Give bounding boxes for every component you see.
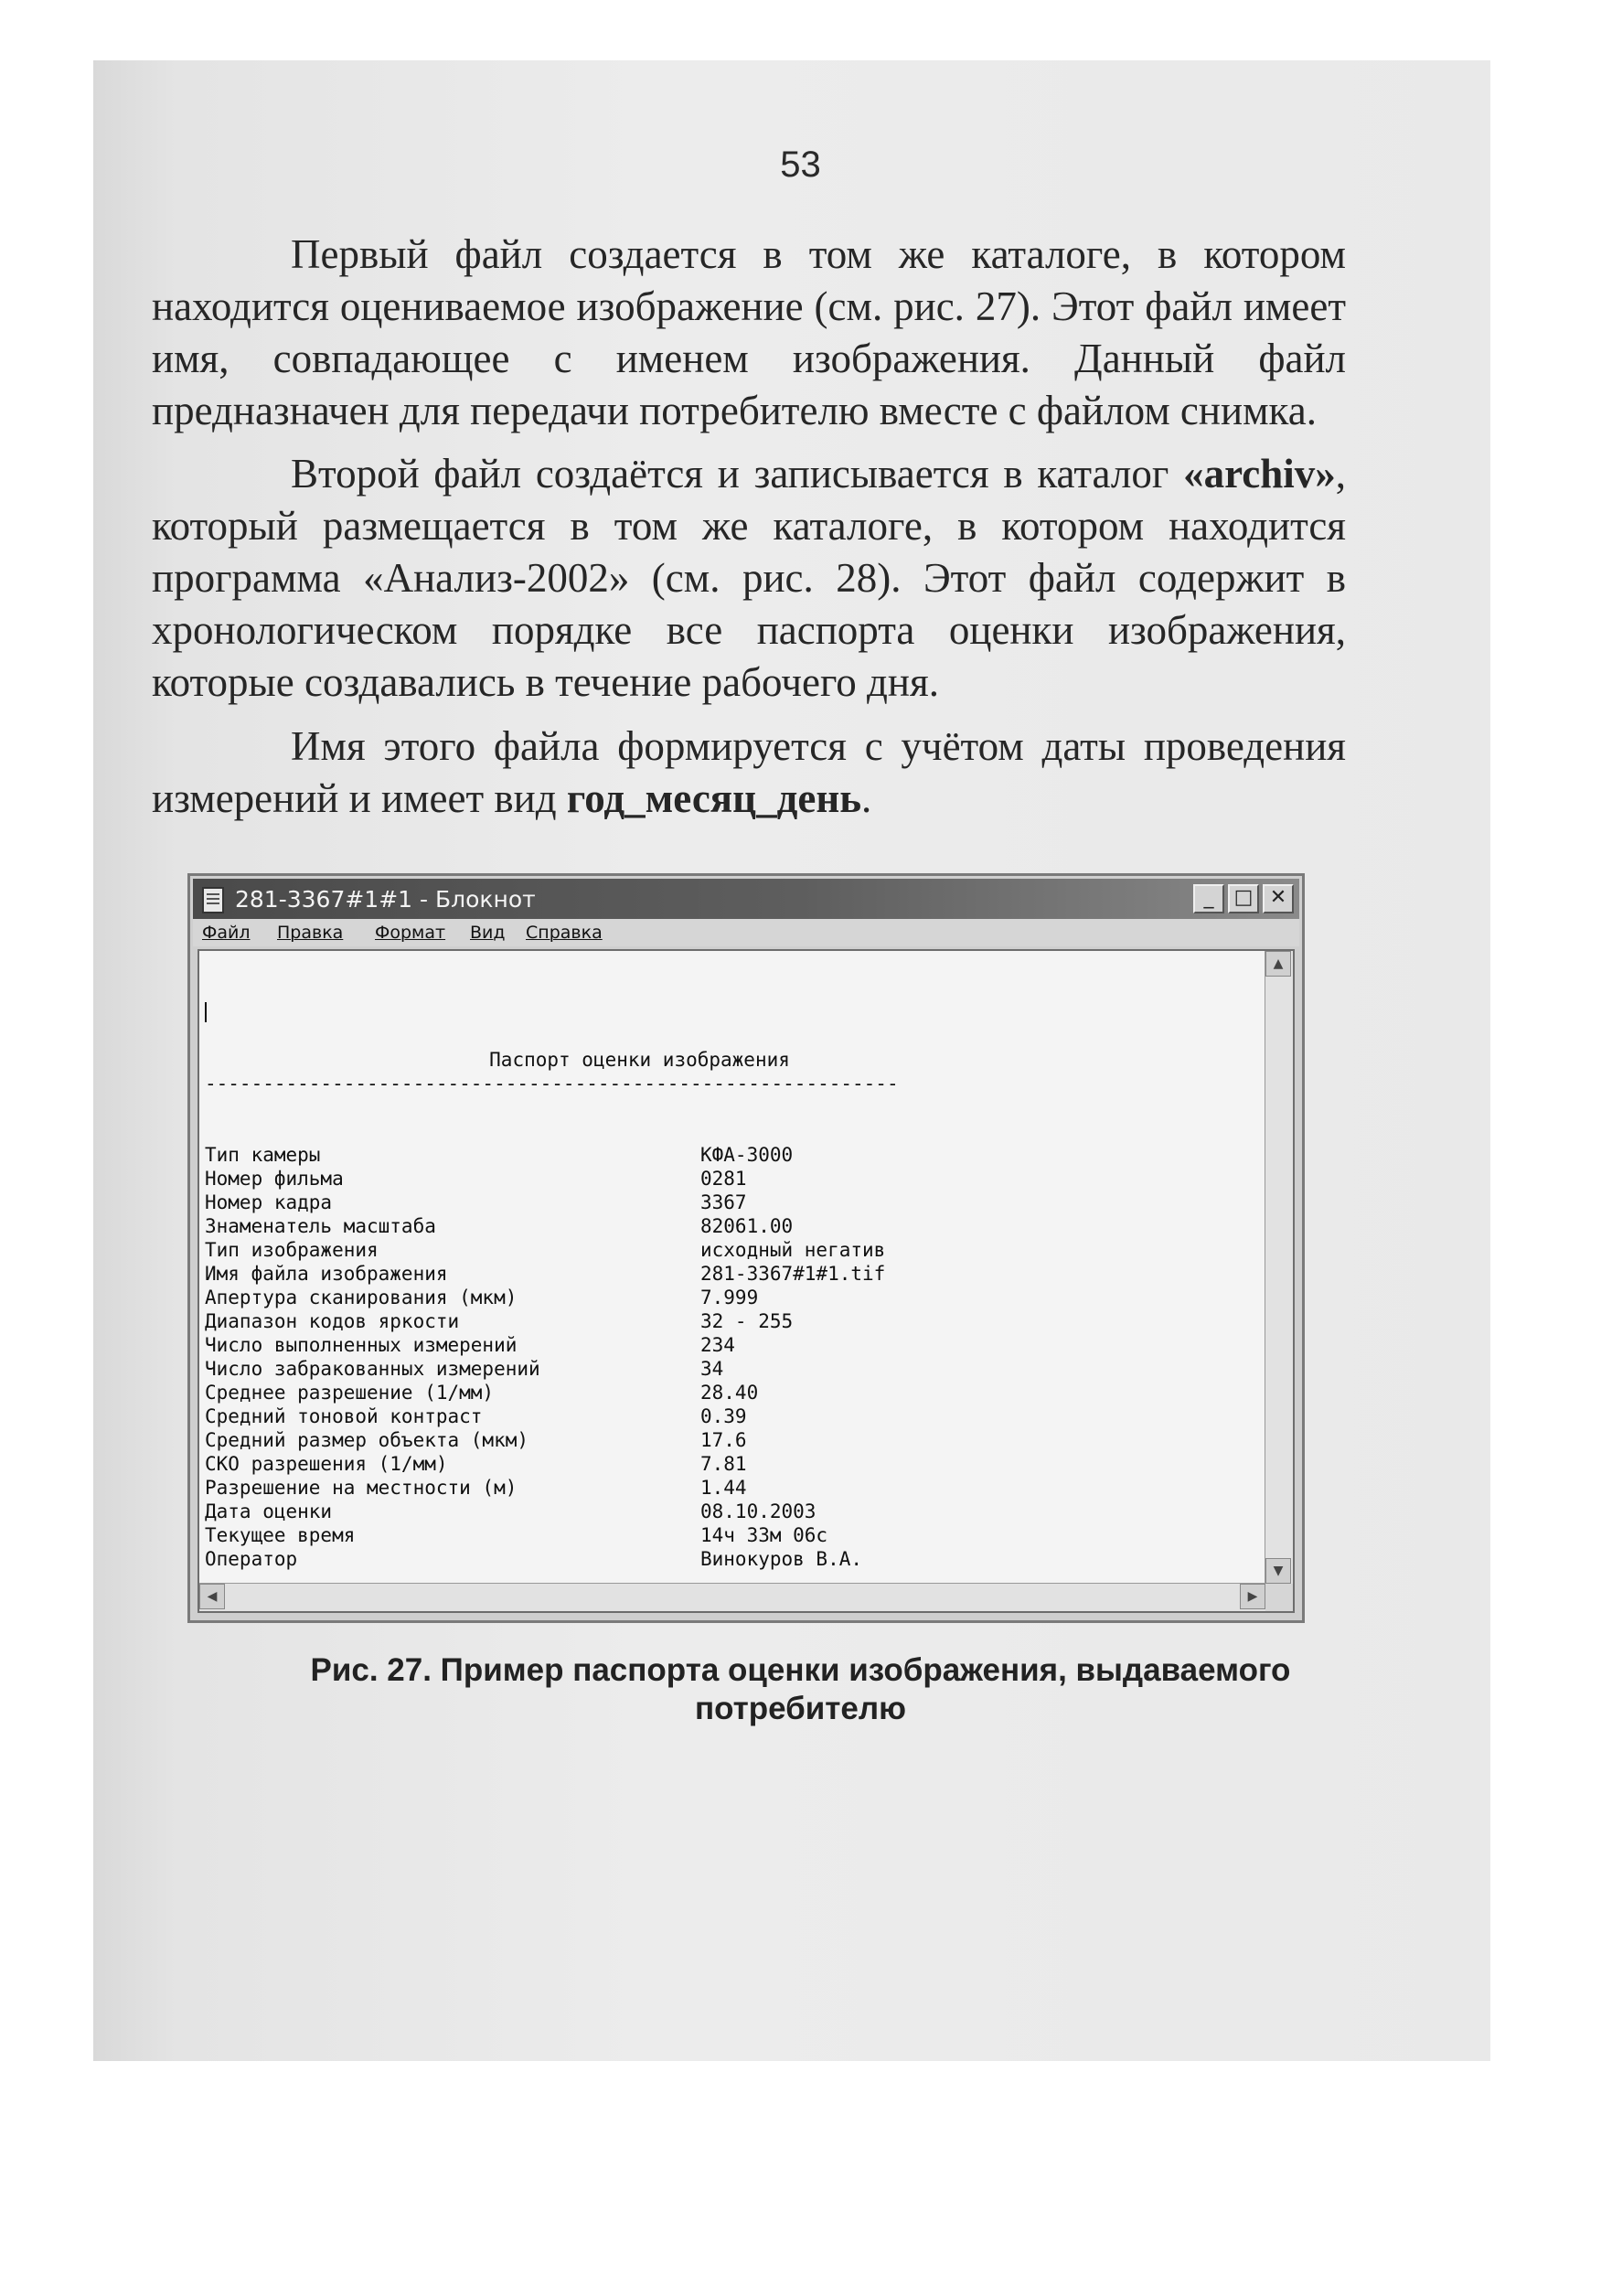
paragraph-1-text: Первый файл создается в том же каталоге, в котором находится оцениваемое изображение (см. рис. 27). Этот файл имеет имя, совпадающее с именем изображения. Данный файл предназначен для передачи потребителю вместе с файлом снимка.	[152, 231, 1346, 433]
document-content[interactable]	[205, 953, 1264, 1582]
passport-field-value: 281-3367#1#1.tif	[700, 1263, 886, 1285]
passport-field-value: 7.999	[700, 1287, 759, 1308]
passport-row	[205, 1309, 1264, 1333]
passport-field-value: 1.44	[700, 1477, 747, 1499]
passport-field-label: Имя файла изображения	[205, 1263, 448, 1285]
passport-field-value: 234	[700, 1334, 735, 1356]
passport-field-label: Средний размер объекта (мкм)	[205, 1429, 529, 1451]
passport-field-label: Дата оценки	[205, 1500, 333, 1522]
passport-field-label: Номер фильма	[205, 1168, 344, 1190]
resize-grip[interactable]	[1265, 1584, 1293, 1611]
document-header	[205, 1000, 1264, 1071]
passport-field-label: СКО разрешения (1/мм)	[205, 1453, 448, 1475]
passport-field-value: КФА-3000	[700, 1144, 794, 1166]
notepad-icon	[202, 887, 224, 913]
menu-file[interactable]: Файл	[202, 923, 251, 943]
passport-field-value: 7.81	[700, 1453, 747, 1475]
close-button[interactable]: ✕	[1263, 884, 1294, 913]
passport-field-label: Текущее время	[205, 1524, 356, 1546]
passport-row	[205, 1238, 1264, 1262]
passport-field-label: Апертура сканирования (мкм)	[205, 1287, 518, 1308]
paragraph-2-text-start: Второй файл создаётся и записывается в каталог	[291, 451, 1184, 497]
notepad-window	[187, 873, 1305, 1623]
text-cursor	[205, 1002, 207, 1022]
passport-field-value: 82061.00	[700, 1215, 794, 1237]
passport-field-label: Оператор	[205, 1548, 298, 1570]
passport-row	[205, 1381, 1264, 1404]
passport-row	[205, 1404, 1264, 1428]
passport-row	[205, 1167, 1264, 1191]
passport-field-label: Тип камеры	[205, 1144, 321, 1166]
passport-field-label: Разрешение на местности (м)	[205, 1477, 518, 1499]
document-header-text: Паспорт оценки изображения	[489, 1049, 790, 1071]
archive-folder-name: «archiv»	[1183, 451, 1336, 497]
passport-row	[205, 1262, 1264, 1286]
passport-row	[205, 1476, 1264, 1500]
menu-view[interactable]: Вид	[470, 923, 506, 943]
file-name-format: год_месяц_день	[566, 775, 862, 821]
paragraph-1	[152, 229, 1346, 437]
passport-row	[205, 1357, 1264, 1381]
passport-field-label: Число забракованных измерений	[205, 1358, 540, 1380]
passport-row	[205, 1500, 1264, 1523]
passport-row	[205, 1523, 1264, 1547]
passport-field-label: Средний тоновой контраст	[205, 1405, 483, 1427]
passport-field-value: 34	[700, 1358, 724, 1380]
passport-field-label: Знаменатель масштаба	[205, 1215, 436, 1237]
passport-field-label: Число выполненных измерений	[205, 1334, 518, 1356]
passport-row	[205, 1214, 1264, 1238]
passport-field-value: 32 - 255	[700, 1310, 794, 1332]
paragraph-3-text-start: Имя этого файла формируется с учётом даты проведения измерений и имеет вид	[152, 723, 1346, 821]
arrow-right-icon[interactable]: ▶	[1240, 1584, 1265, 1609]
passport-rows	[205, 1143, 1264, 1571]
passport-row	[205, 1452, 1264, 1476]
figure-caption	[0, 1651, 1601, 1728]
passport-row	[205, 1428, 1264, 1452]
arrow-down-icon[interactable]: ▼	[1265, 1558, 1291, 1584]
caption-line-2: потребителю	[694, 1691, 907, 1726]
vertical-scrollbar[interactable]	[1265, 951, 1293, 1584]
passport-row	[205, 1143, 1264, 1167]
passport-field-value: 14ч 33м 06с	[700, 1524, 828, 1546]
passport-field-value: исходный негатив	[700, 1239, 886, 1261]
paragraph-3	[152, 721, 1346, 825]
passport-field-value: 0.39	[700, 1405, 747, 1427]
paragraph-2	[152, 448, 1346, 709]
maximize-button[interactable]: □	[1228, 884, 1259, 913]
passport-field-label: Среднее разрешение (1/мм)	[205, 1382, 495, 1404]
passport-field-label: Тип изображения	[205, 1239, 379, 1261]
passport-field-value: 0281	[700, 1168, 747, 1190]
menu-format[interactable]: Формат	[375, 923, 446, 943]
horizontal-scrollbar[interactable]	[199, 1583, 1265, 1611]
paragraph-3-text-end: .	[861, 775, 872, 821]
passport-row	[205, 1547, 1264, 1571]
passport-field-value: 3367	[700, 1191, 747, 1213]
separator-line: ------------------------------------------------------------	[205, 1073, 899, 1095]
minimize-button[interactable]: _	[1193, 884, 1224, 913]
arrow-left-icon[interactable]: ◀	[199, 1584, 225, 1609]
paragraph-2-text-end: , который размещается в том же каталоге, в котором находится программа «Анализ-2002» (см. рис. 28). Этот файл содержит в хронологическом порядке все паспорта оценки изображения, которые создавались в течение рабочего дня.	[152, 451, 1346, 705]
passport-row	[205, 1191, 1264, 1214]
passport-field-value: 28.40	[700, 1382, 759, 1404]
title-bar[interactable]	[193, 879, 1299, 919]
passport-field-value: 17.6	[700, 1429, 747, 1451]
menu-help[interactable]: Справка	[526, 923, 603, 943]
page-number: 53	[780, 144, 821, 185]
caption-line-1: Рис. 27. Пример паспорта оценки изображения, выдаваемого	[310, 1652, 1291, 1688]
arrow-up-icon[interactable]: ▲	[1265, 951, 1291, 977]
passport-row	[205, 1286, 1264, 1309]
passport-row	[205, 1333, 1264, 1357]
menu-edit[interactable]: Правка	[277, 923, 344, 943]
window-title: 281-3367#1#1 - Блокнот	[235, 886, 536, 913]
passport-field-value: 08.10.2003	[700, 1500, 817, 1522]
passport-field-label: Диапазон кодов яркости	[205, 1310, 460, 1332]
text-editor[interactable]	[197, 949, 1295, 1613]
passport-field-label: Номер кадра	[205, 1191, 333, 1213]
passport-field-value: Винокуров В.А.	[700, 1548, 863, 1570]
menu-bar	[193, 919, 1299, 946]
